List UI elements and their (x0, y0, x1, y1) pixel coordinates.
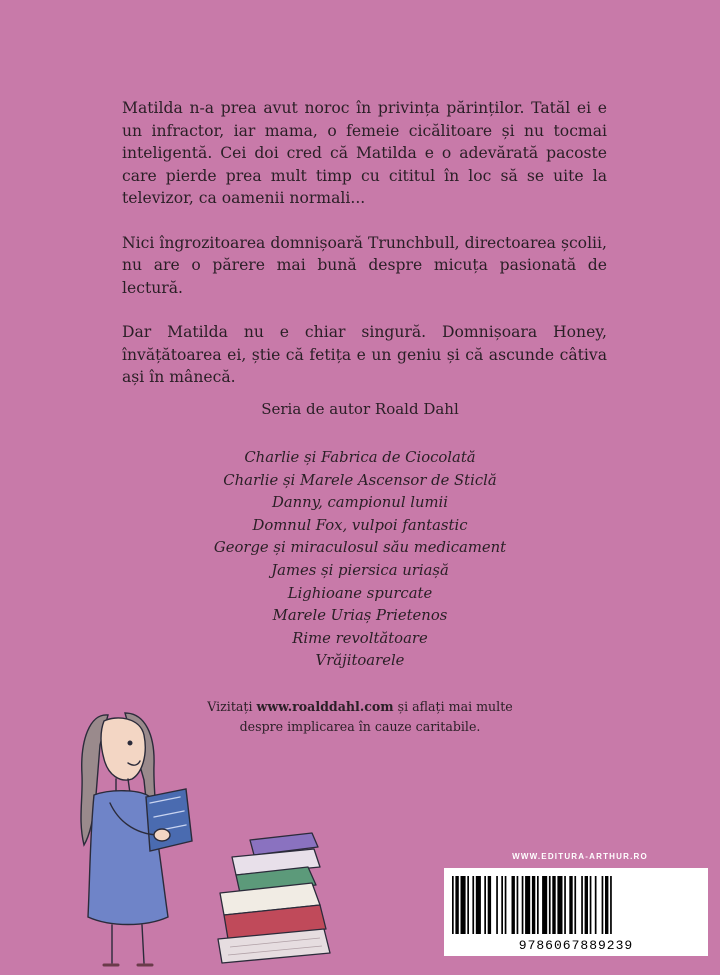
barcode-bar (488, 876, 491, 934)
barcode-bar (610, 876, 612, 934)
visit-text-line2: despre implicarea în cauze caritabile. (239, 719, 481, 734)
barcode-bar (522, 876, 524, 934)
barcode-bar (574, 876, 576, 934)
barcode-bar (569, 876, 572, 934)
barcode-bar (484, 876, 486, 934)
barcode-bar (542, 876, 547, 934)
isbn-number: 9786067889239 (518, 938, 634, 953)
barcode-bar (581, 876, 583, 934)
barcode-bar (517, 876, 519, 934)
visit-text-post: și aflați mai multe (393, 699, 513, 714)
book-title: Marele Uriaș Prietenos (272, 607, 448, 625)
matilda-illustration (50, 685, 400, 975)
book-title: Charlie și Fabrica de Ciocolată (244, 449, 476, 466)
barcode-bar (557, 876, 562, 934)
barcode-bar (472, 876, 474, 934)
blurb (122, 97, 607, 411)
barcode-bar (476, 876, 481, 934)
barcode-bar (496, 876, 498, 934)
barcode-bar (552, 876, 555, 934)
barcode-bar (537, 876, 539, 934)
book-title: Danny, campionul lumii (271, 494, 449, 512)
barcode-bar (602, 876, 604, 934)
barcode-bar (605, 876, 608, 934)
barcode-bar (512, 876, 515, 934)
barcode-bar (455, 876, 458, 934)
barcode-bar (590, 876, 592, 934)
book-title: Lighioane spurcate (287, 584, 433, 602)
book-title: Vrăjitoarele (315, 652, 405, 670)
book-title: George și miraculosul său medicament (213, 539, 507, 557)
barcode-bars (452, 876, 700, 934)
book-title: Rime revoltătoare (292, 629, 428, 647)
book-title: James și piersica uriașă (271, 561, 449, 579)
barcode-bar (461, 876, 466, 934)
barcode (444, 868, 708, 956)
blurb-paragraph-1: Matilda n-a prea avut noroc în privința părinților. Tatăl ei e un infractor, iar mama, o femeie cicălitoare și nu tocmai inteligentă. Cei doi cred că Matilda e o adevărată pacoste care pierde prea mult timp cu cititul în loc să se uite la televizor, ca oamenii normali... (122, 99, 607, 207)
barcode-bar (505, 876, 507, 934)
barcode-bar (564, 876, 566, 934)
girl-figure (81, 713, 192, 965)
book-title: Charlie și Marele Ascensor de Sticlă (223, 471, 497, 489)
book-stack (218, 833, 330, 963)
book-list (0, 447, 720, 673)
book-title: Domnul Fox, vulpoi fantastic (252, 516, 468, 534)
barcode-bar (532, 876, 535, 934)
website-link: www.roalddahl.com (256, 699, 394, 714)
barcode-bar (595, 876, 597, 934)
barcode-bar (452, 876, 454, 934)
barcode-bar (549, 876, 551, 934)
barcode-bar (501, 876, 503, 934)
barcode-bar (467, 876, 469, 934)
series-title: Seria de autor Roald Dahl (261, 400, 459, 418)
blurb-paragraph-3: Dar Matilda nu e chiar singură. Domnișoara Honey, învățătoarea ei, știe că fetița e un geniu și că ascunde câtiva ași în mânecă. (122, 323, 607, 386)
barcode-bar (585, 876, 588, 934)
barcode-bar (525, 876, 530, 934)
visit-text-pre: Vizitați (207, 699, 257, 714)
publisher-website: WWW.EDITURA-ARTHUR.RO (512, 852, 648, 861)
blurb-paragraph-2: Nici îngrozitoarea domnișoară Trunchbull, directoarea școlii, nu are o părere mai bună despre micuța pasionată de lectură. (122, 233, 607, 297)
